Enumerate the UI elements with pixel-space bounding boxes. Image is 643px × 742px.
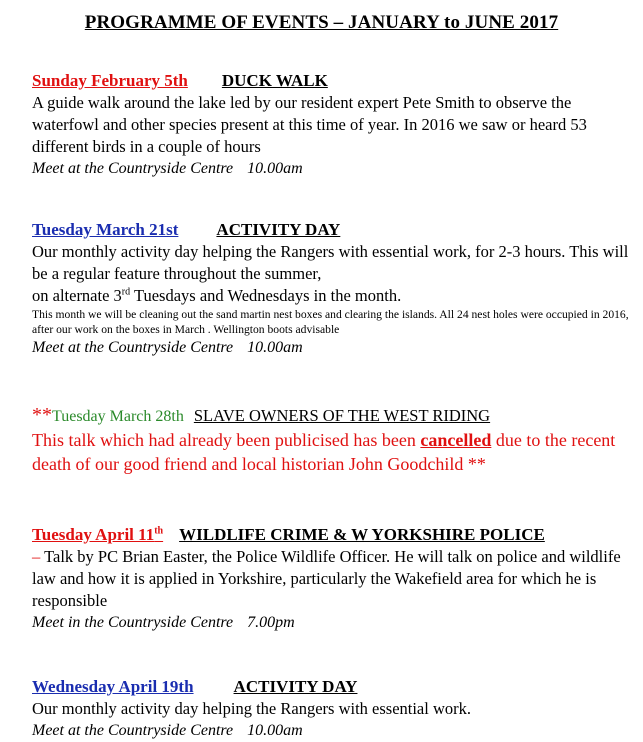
event-wildlife-crime: [32, 524, 632, 634]
event-slave-owners-cancelled: [32, 404, 632, 476]
event-heading: [32, 404, 632, 428]
event-heading: [32, 70, 632, 92]
meeting-time: 10.00am: [247, 160, 303, 177]
event-meeting-point: [32, 720, 632, 742]
ordinal-suffix: th: [154, 525, 164, 537]
event-description: Our monthly activity day helping the Rangers with essential work, for 2-3 hours. This will be a regular feature throughout the summer,: [32, 242, 629, 283]
event-meeting-point: [32, 158, 632, 180]
event-date: Tuesday March 28th: [52, 408, 184, 425]
text-fragment: This talk which had already been publicised has been: [32, 430, 421, 450]
event-date: Wednesday April 19th: [32, 677, 194, 696]
event-date: [32, 525, 163, 544]
event-description: [32, 546, 632, 612]
meeting-location: Meet at the Countryside Centre: [32, 339, 234, 356]
text-fragment: Tuesday April 11: [32, 525, 155, 544]
event-description: A guide walk around the lake led by our resident expert Pete Smith to observe the waterfowl and other species present at this time of year. In 2016 we saw or heard 53 different birds in a couple of hours: [32, 93, 587, 156]
asterisks: **: [32, 404, 52, 426]
meeting-location: Meet at the Countryside Centre: [32, 722, 234, 739]
event-activity-day-march: [32, 219, 632, 359]
meeting-time: 10.00am: [247, 722, 303, 739]
event-heading: [32, 524, 592, 546]
text-fragment: on alternate 3: [32, 286, 122, 305]
event-title: ACTIVITY DAY: [233, 677, 358, 696]
text-fragment: Talk by PC Brian Easter, the Police Wildlife Officer. He will talk on police and wildlife law and how it is applied in Yorkshire, particularly the Wakefield area for which he is responsible: [32, 547, 621, 610]
event-description-line2: [32, 285, 632, 307]
event-duck-walk: [32, 70, 632, 180]
cancellation-notice: [32, 428, 632, 476]
dash: –: [32, 547, 41, 566]
event-heading: [32, 219, 632, 241]
event-title: SLAVE OWNERS OF THE WEST RIDING: [193, 406, 491, 425]
event-title: WILDLIFE CRIME & W YORKSHIRE POLICE: [179, 525, 545, 544]
event-date: Sunday February 5th: [32, 71, 188, 90]
event-meeting-point: [32, 612, 632, 634]
meeting-time: 7.00pm: [247, 614, 295, 631]
event-note: This month we will be cleaning out the sand martin nest boxes and clearing the islands. All 24 nest holes were occupied in 2016, after our work on the boxes in March . Wellington boots advisable: [32, 308, 629, 336]
page-title: PROGRAMME OF EVENTS – JANUARY to JUNE 2017: [84, 12, 559, 33]
meeting-location: Meet in the Countryside Centre: [32, 614, 234, 631]
event-description: Our monthly activity day helping the Rangers with essential work.: [32, 699, 471, 718]
event-title: DUCK WALK: [221, 71, 328, 90]
ordinal-suffix: rd: [121, 286, 131, 298]
event-activity-day-april: [32, 676, 632, 742]
text-fragment: Tuesdays and Wednesdays in the month.: [130, 286, 402, 305]
cancelled-word: cancelled: [420, 430, 492, 450]
meeting-location: Meet at the Countryside Centre: [32, 160, 234, 177]
event-meeting-point: [32, 337, 632, 359]
event-title: ACTIVITY DAY: [216, 220, 341, 239]
event-date: Tuesday March 21st: [32, 220, 179, 239]
meeting-time: 10.00am: [247, 339, 303, 356]
text-fragment: due to the recent death of our good friend and local historian John Goodchild **: [32, 430, 616, 474]
event-heading: [32, 676, 632, 698]
